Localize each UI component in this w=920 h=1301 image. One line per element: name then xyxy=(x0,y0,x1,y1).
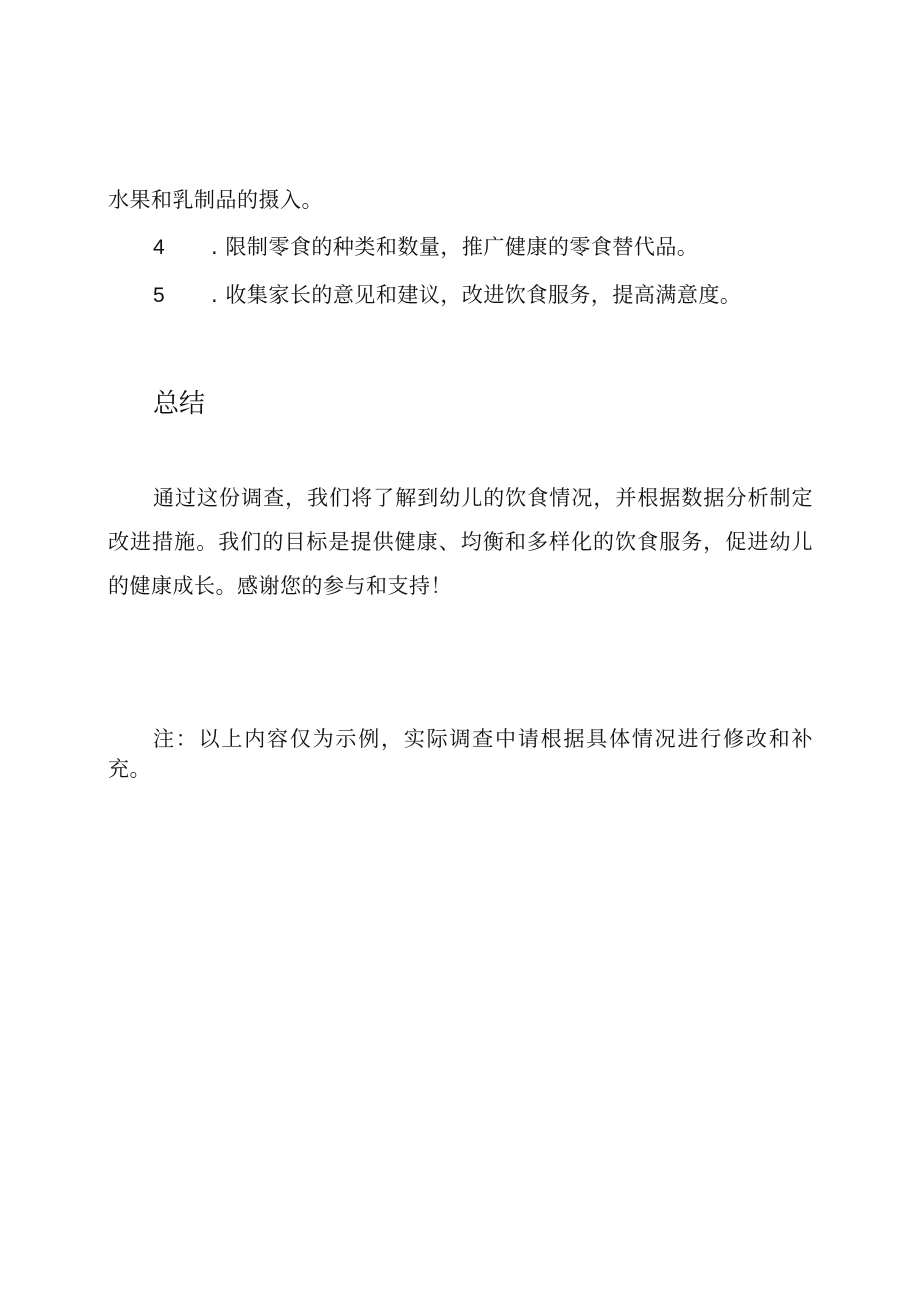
list-item-text: . 限制零食的种类和数量，推广健康的零食替代品。 xyxy=(211,235,699,259)
list-item-text: . 收集家长的意见和建议，改进饮食服务，提高满意度。 xyxy=(211,283,742,307)
summary-paragraph: 通过这份调查，我们将了解到幼儿的饮食情况，并根据数据分析制定改进措施。我们的目标是提供健康、均衡和多样化的饮食服务，促进幼儿的健康成长。感谢您的参与和支持！ xyxy=(108,486,813,598)
list-item xyxy=(153,232,698,263)
continuation-text: 水果和乳制品的摄入。 xyxy=(108,188,323,212)
summary-heading: 总结 xyxy=(153,389,206,419)
note-paragraph: 注：以上内容仅为示例，实际调查中请根据具体情况进行修改和补充。 xyxy=(108,727,813,781)
list-item-number: 4 xyxy=(153,236,166,259)
list-item xyxy=(153,280,741,311)
list-item-number: 5 xyxy=(153,284,166,307)
